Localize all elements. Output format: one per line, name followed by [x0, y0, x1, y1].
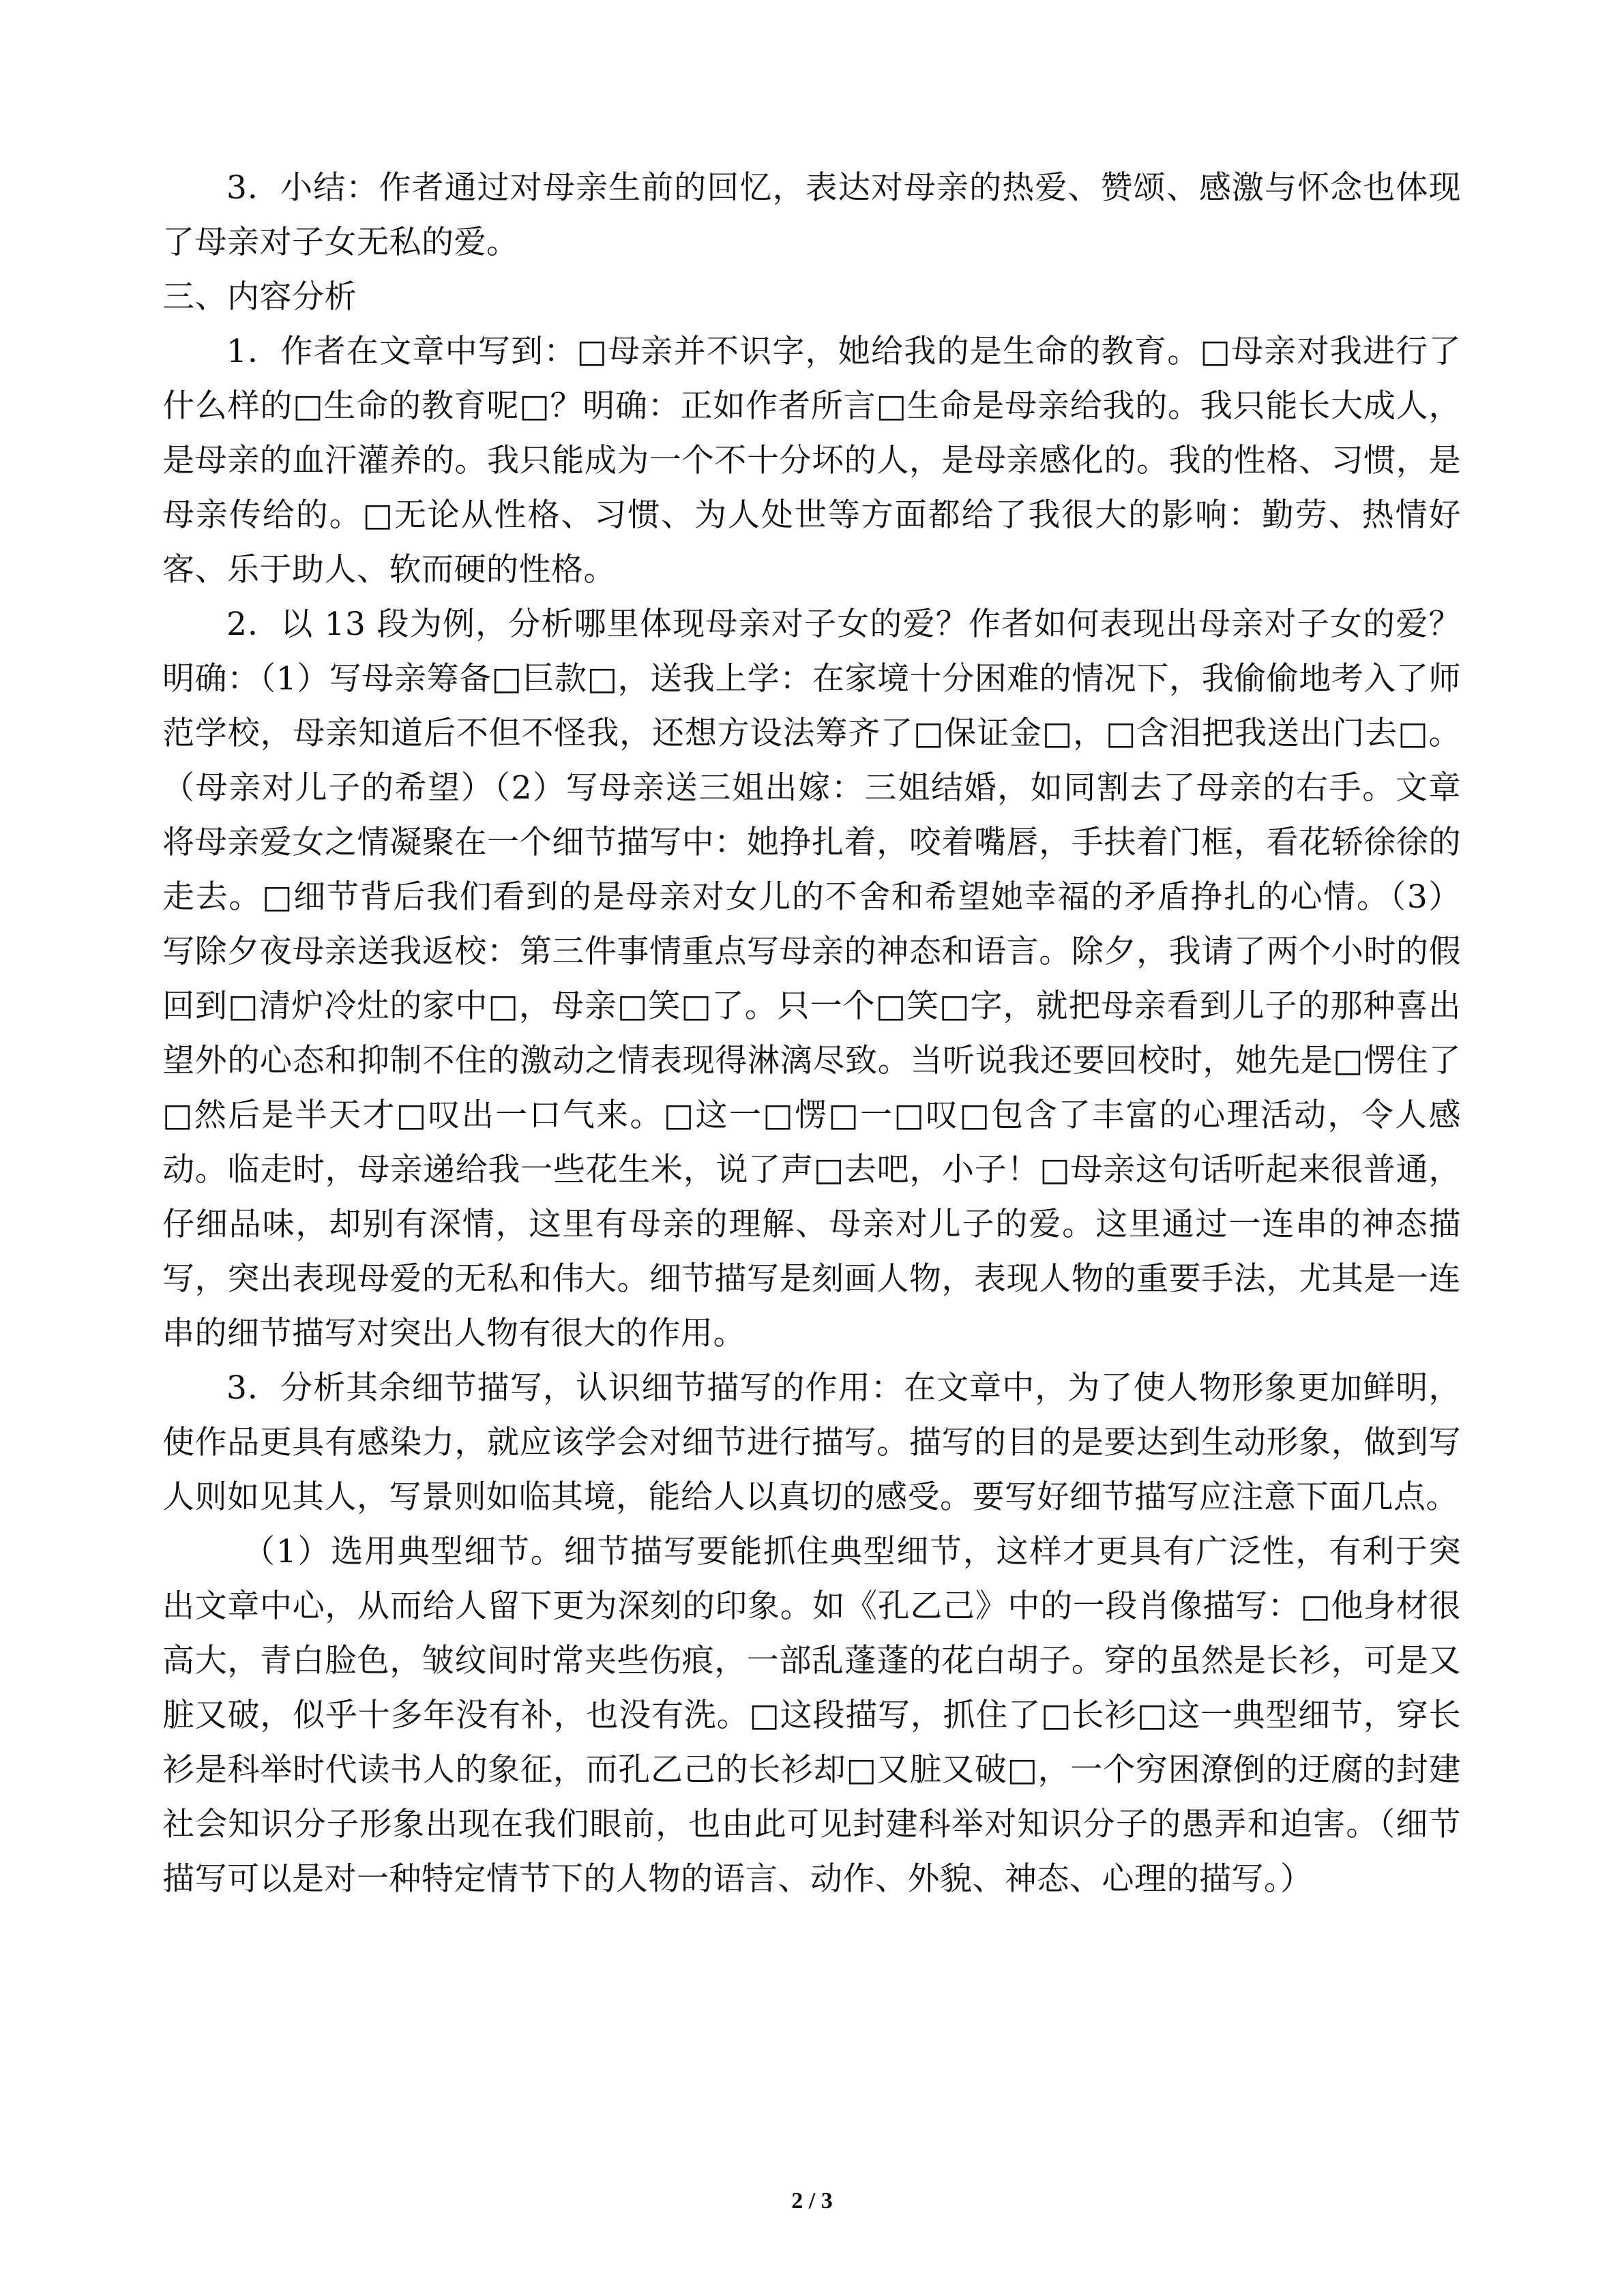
paragraph-summary: 3．小结：作者通过对母亲生前的回忆，表达对母亲的热爱、赞颂、感激与怀念也体现了母亲对子女无私的爱。	[162, 169, 1461, 261]
paragraph-analysis-1: 1．作者在文章中写到：□母亲并不识字，她给我的是生命的教育。□母亲对我进行了什么样的□生命的教育呢□？明确：正如作者所言□生命是母亲给我的。我只能长大成人，是母亲的血汗灌养的。我只能成为一个不十分坏的人，是母亲感化的。我的性格、习惯，是母亲传给的。□无论从性格、习惯、为人处世等方面都给了我很大的影响：勤劳、热情好客、乐于助人、软而硬的性格。	[162, 333, 1461, 588]
section-heading-content-analysis: 三、内容分析	[162, 278, 357, 316]
paragraph-analysis-2: 2．以 13 段为例，分析哪里体现母亲对子女的爱？作者如何表现出母亲对子女的爱？明确：（1）写母亲筹备□巨款□，送我上学：在家境十分困难的情况下，我偷偷地考入了师范学校，母亲知道后不但不怪我，还想方设法筹齐了□保证金□，□含泪把我送出门去□。（母亲对儿子的希望）（2）写母亲送三姐出嫁：三姐结婚，如同割去了母亲的右手。文章将母亲爱女之情凝聚在一个细节描写中：她挣扎着，咬着嘴唇，手扶着门框，看花轿徐徐的走去。□细节背后我们看到的是母亲对女儿的不舍和希望她幸福的矛盾挣扎的心情。（3）写除夕夜母亲送我返校：第三件事情重点写母亲的神态和语言。除夕，我请了两个小时的假回到□清炉冷灶的家中□，母亲□笑□了。只一个□笑□字，就把母亲看到儿子的那种喜出望外的心态和抑制不住的激动之情表现得淋漓尽致。当听说我还要回校时，她先是□愣住了□然后是半天才□叹出一口气来。□这一□愣□一□叹□包含了丰富的心理活动，令人感动。临走时，母亲递给我一些花生米，说了声□去吧，小子！□母亲这句话听起来很普通，仔细品味，却别有深情，这里有母亲的理解、母亲对儿子的爱。这里通过一连串的神态描写，突出表现母爱的无私和伟大。细节描写是刻画人物，表现人物的重要手法，尤其是一连串的细节描写对突出人物有很大的作用。	[162, 606, 1461, 1352]
paragraph-typical-detail: （1）选用典型细节。细节描写要能抓住典型细节，这样才更具有广泛性，有利于突出文章中心，从而给人留下更为深刻的印象。如《孔乙己》中的一段肖像描写：□他身材很高大，青白脸色，皱纹间时常夹些伤痕，一部乱蓬蓬的花白胡子。穿的虽然是长衫，可是又脏又破，似乎十多年没有补，也没有洗。□这段描写，抓住了□长衫□这一典型细节，穿长衫是科举时代读书人的象征，而孔乙己的长衫却□又脏又破□，一个穷困潦倒的迂腐的封建社会知识分子形象出现在我们眼前，也由此可见封建科举对知识分子的愚弄和迫害。（细节描写可以是对一种特定情节下的人物的语言、动作、外貌、神态、心理的描写。）	[162, 1533, 1461, 1898]
page-number: 2 / 3	[791, 2188, 833, 2213]
paragraph-analysis-3: 3．分析其余细节描写，认识细节描写的作用：在文章中，为了使人物形象更加鲜明，使作品更具有感染力，就应该学会对细节进行描写。描写的目的是要达到生动形象，做到写人则如见其人，写景则如临其境，能给人以真切的感受。要写好细节描写应注意下面几点。	[162, 1369, 1461, 1516]
document-body	[162, 161, 1461, 1907]
